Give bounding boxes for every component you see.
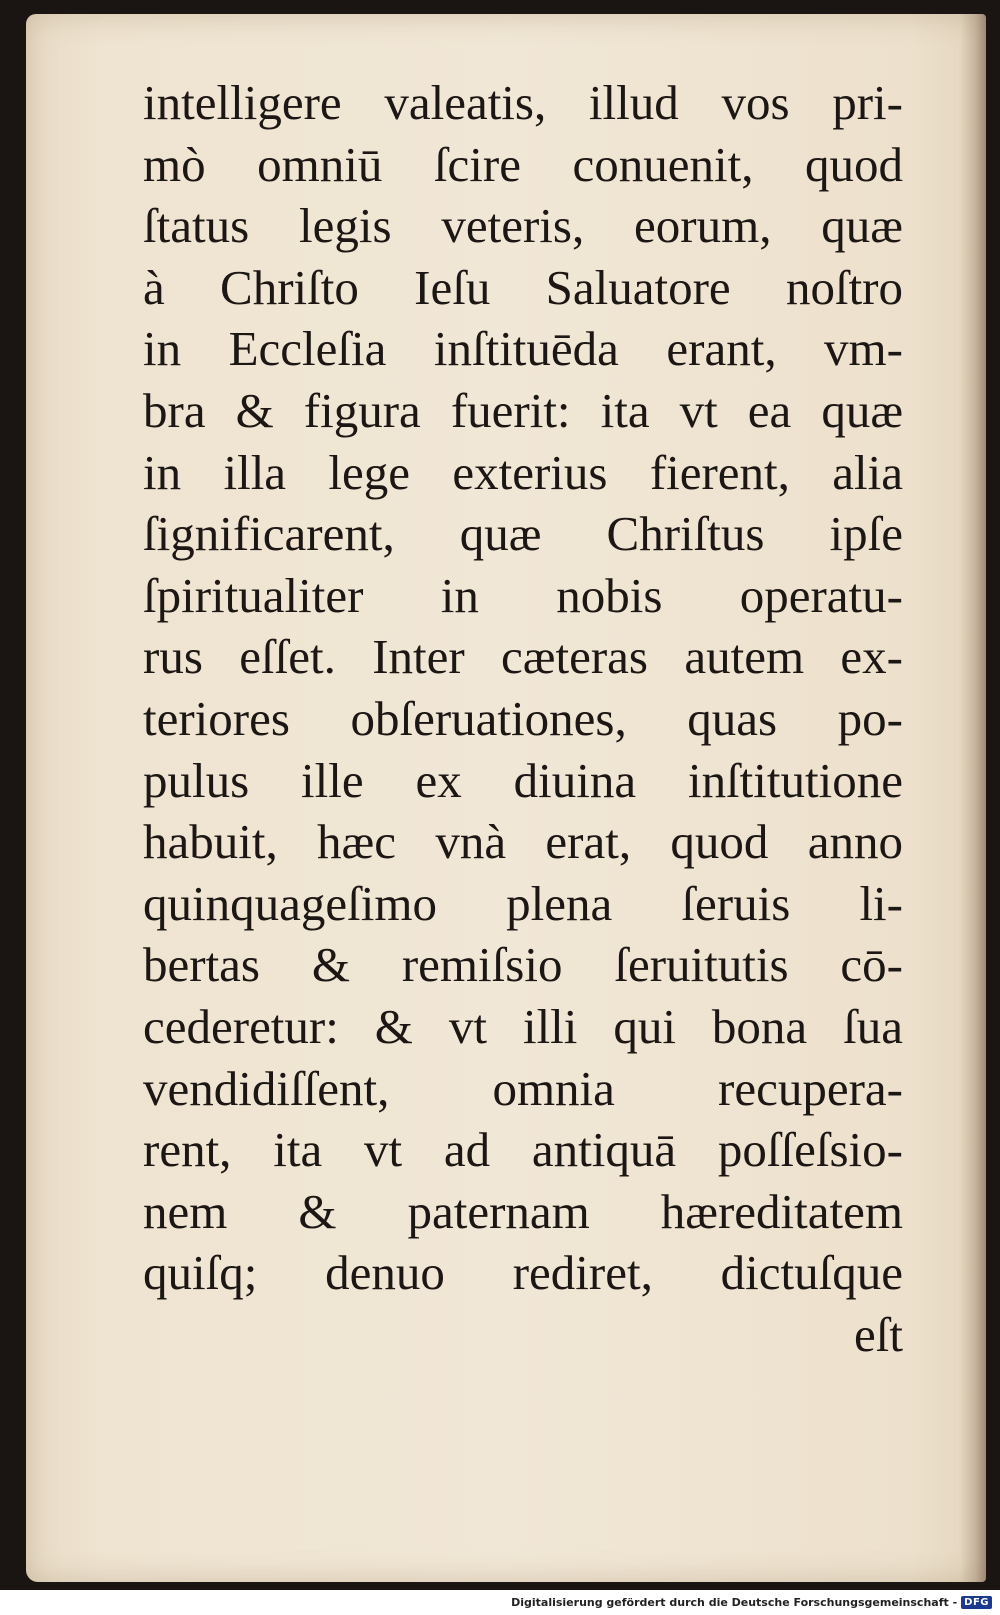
- body-text: [143, 72, 903, 1365]
- text-line-16: cederetur: & vt illi qui bona ſua: [143, 998, 903, 1054]
- text-line-14: quinquageſimo plena ſeruis li-: [143, 875, 903, 931]
- text-line-1: intelligere valeatis, illud vos pri-: [143, 75, 903, 130]
- text-line-6: bra & figura fuerit: ita vt ea quæ: [143, 382, 903, 438]
- text-line-17: vendidiſſent, omnia recupera-: [143, 1060, 903, 1116]
- catchword: eſt: [854, 1306, 903, 1362]
- text-line-4: à Chriſto Ieſu Saluatore noſtro: [143, 259, 903, 315]
- text-line-9: ſpiritualiter in nobis operatu-: [143, 567, 903, 623]
- text-line-18: rent, ita vt ad antiquā poſſeſsio-: [143, 1122, 903, 1178]
- text-line-15: bertas & remiſsio ſeruitutis cō-: [143, 937, 903, 993]
- page-edge-shadow: [960, 14, 986, 1582]
- text-line-7: in illa lege exterius fierent, alia: [143, 444, 903, 500]
- text-line-2: mò omniū ſcire conuenit, quod: [143, 136, 903, 192]
- text-line-13: habuit, hæc vnà erat, quod anno: [143, 814, 903, 870]
- text-line-11: teriores obſeruationes, quas po-: [143, 690, 903, 746]
- text-line-8: ſignificarent, quæ Chriſtus ipſe: [143, 506, 903, 562]
- digitization-credit: [0, 1590, 1000, 1615]
- text-line-5: in Eccleſia inſtituēda erant, vm-: [143, 321, 903, 377]
- dfg-logo: DFG: [961, 1596, 992, 1609]
- credit-text: Digitalisierung gefördert durch die Deutsche Forschungsgemeinschaft -: [511, 1596, 958, 1609]
- text-line-12: pulus ille ex diuina inſtitutione: [143, 752, 903, 808]
- text-line-19: nem & paternam hæreditatem: [143, 1183, 903, 1239]
- text-line-10: rus eſſet. Inter cæteras autem ex-: [143, 629, 903, 685]
- text-line-3: ſtatus legis veteris, eorum, quæ: [143, 198, 903, 254]
- text-line-20: quiſq; denuo rediret, dictuſque: [143, 1245, 903, 1301]
